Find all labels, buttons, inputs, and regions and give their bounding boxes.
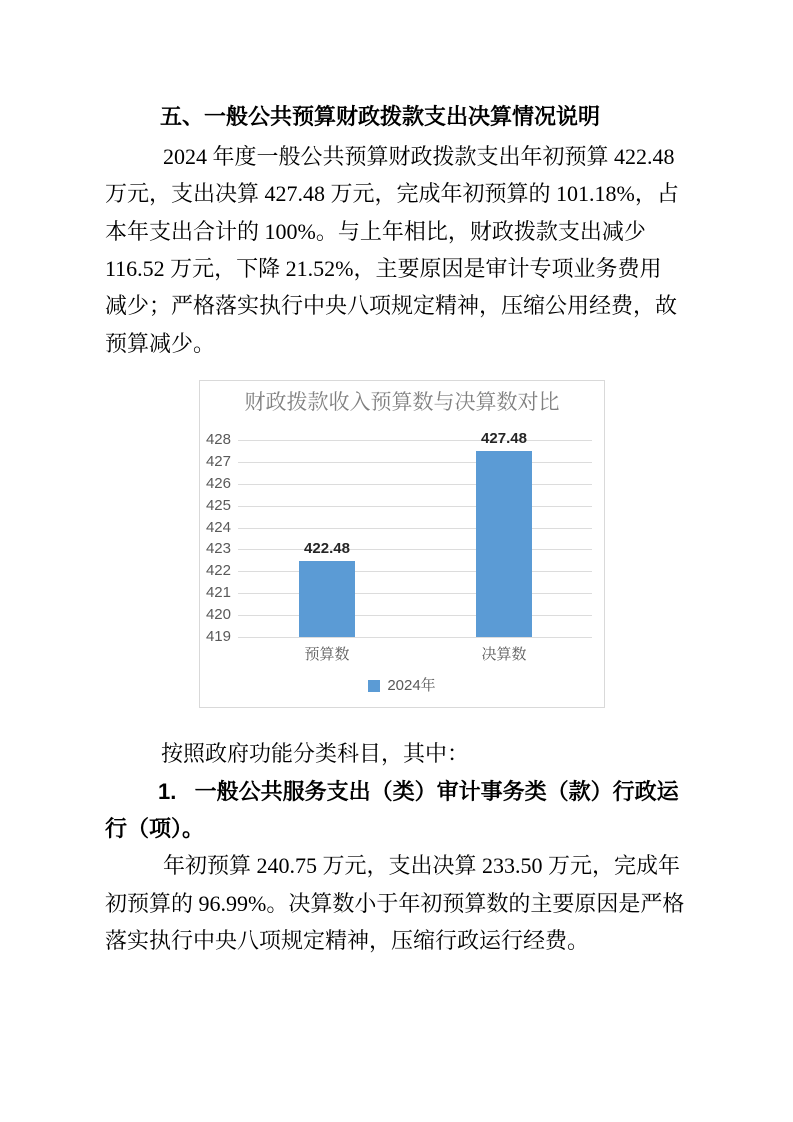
x-axis-category-label: 预算数 [304, 646, 350, 663]
y-axis-tick-label: 426 [205, 475, 231, 492]
subheading-line-2: 行（项）。 [105, 816, 205, 841]
chart-gridline [238, 462, 592, 463]
chart-legend [200, 677, 604, 695]
para2-line-1: 按照政府功能分类科目，其中： [161, 741, 470, 766]
bar-data-label: 422.48 [304, 540, 350, 557]
bar [476, 451, 532, 637]
bar [299, 561, 355, 637]
legend-label: 2024年 [387, 677, 436, 694]
chart-title: 财政拨款收入预算数与决算数对比 [244, 390, 560, 414]
para1-line-2: 万元，支出决算 427.48 万元，完成年初预算的 101.18%，占 [105, 181, 679, 206]
y-axis-tick-label: 421 [205, 584, 231, 601]
section-heading: 五、一般公共预算财政拨款支出决算情况说明 [160, 104, 601, 129]
chart-gridline [238, 506, 592, 507]
chart-gridline [238, 637, 592, 638]
bar-data-label: 427.48 [481, 430, 527, 447]
chart-gridline [238, 615, 592, 616]
budget-comparison-chart [199, 380, 605, 708]
para1-line-3: 本年支出合计的 100%。与上年相比，财政拨款支出减少 [105, 219, 646, 244]
para3-line-2: 初预算的 96.99%。决算数小于年初预算数的主要原因是严格 [105, 891, 685, 916]
y-axis-tick-label: 419 [205, 628, 231, 645]
chart-gridline [238, 571, 592, 572]
y-axis-tick-label: 423 [205, 540, 231, 557]
para3-line-1: 年初预算 240.75 万元，支出决算 233.50 万元，完成年 [163, 853, 681, 878]
y-axis-tick-label: 427 [205, 453, 231, 470]
chart-gridline [238, 593, 592, 594]
y-axis-tick-label: 420 [205, 606, 231, 623]
para3-line-3: 落实执行中央八项规定精神，压缩行政运行经费。 [105, 928, 590, 953]
legend-swatch-icon [368, 680, 380, 692]
y-axis-tick-label: 424 [205, 519, 231, 536]
para1-line-6: 预算减少。 [105, 331, 216, 356]
para1-line-1: 2024 年度一般公共预算财政拨款支出年初预算 422.48 [163, 144, 675, 169]
para1-line-5: 减少；严格落实执行中央八项规定精神，压缩公用经费，故 [105, 293, 678, 318]
y-axis-tick-label: 425 [205, 497, 231, 514]
chart-gridline [238, 528, 592, 529]
subheading-line-1: 1. 一般公共服务支出（类）审计事务类（款）行政运 [158, 779, 679, 804]
y-axis-tick-label: 428 [205, 431, 231, 448]
x-axis-category-label: 决算数 [481, 646, 527, 663]
y-axis-tick-label: 422 [205, 562, 231, 579]
para1-line-4: 116.52 万元，下降 21.52%，主要原因是审计专项业务费用 [105, 256, 662, 281]
chart-gridline [238, 484, 592, 485]
